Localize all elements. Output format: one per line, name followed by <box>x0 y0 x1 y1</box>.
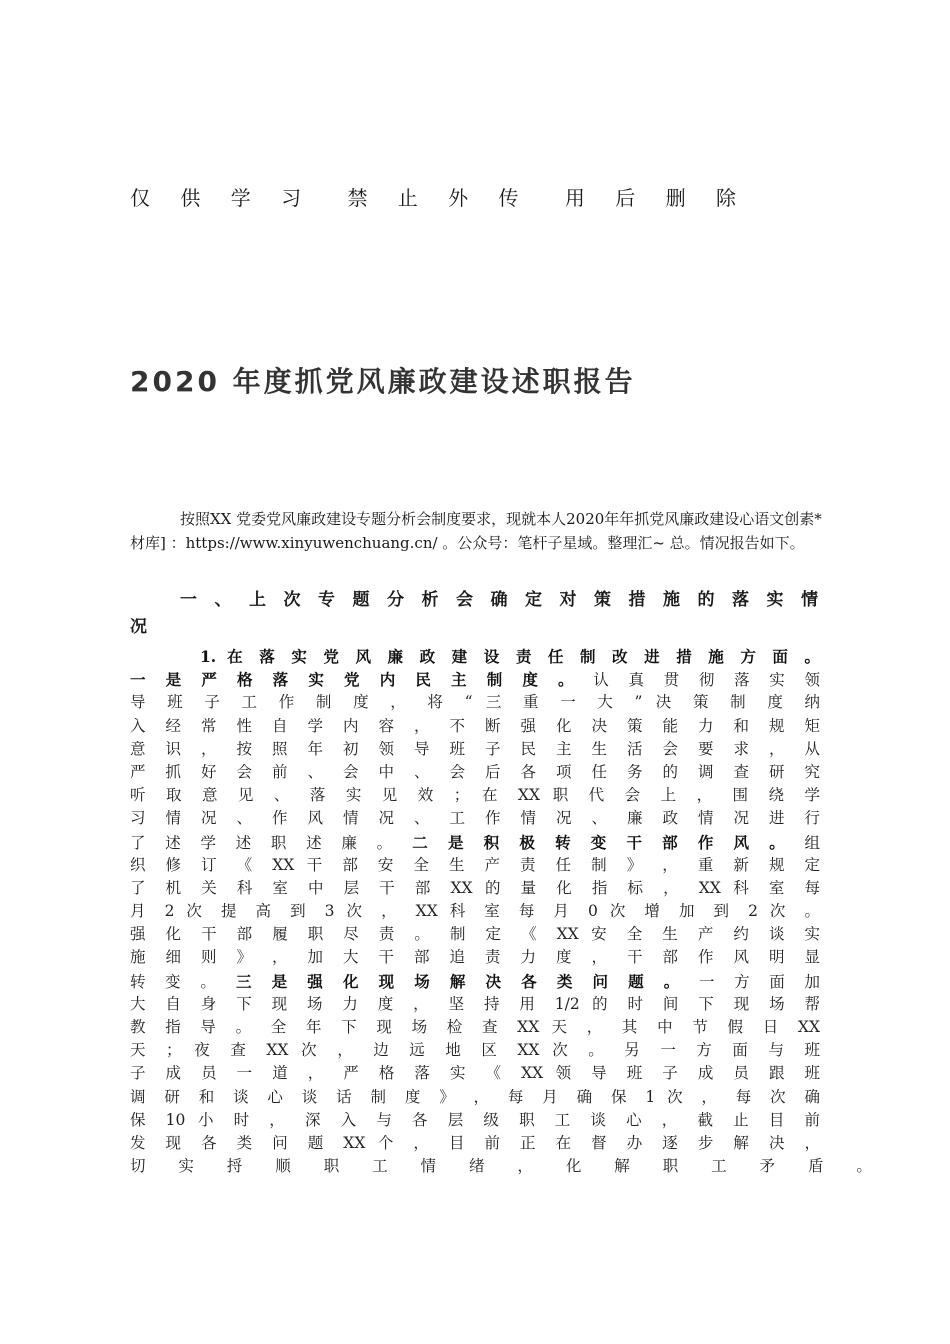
body-line <box>130 1109 820 1132</box>
body-line <box>130 831 820 854</box>
body-line <box>130 1155 886 1178</box>
text-run: 织 修 订 《 XX 干 部 安 全 生 产 责 任 制 》 ， 重 新 规 定 <box>130 855 820 874</box>
text-run: 了 述 学 述 职 述 廉 。 <box>130 833 400 852</box>
text-run: 转 变 。 <box>130 972 224 991</box>
text-run: 调 研 和 谈 心 谈 话 制 度 》 ， 每 月 确 保 1 次 ， 每 次 确 <box>130 1087 820 1106</box>
text-run: 导 班 子 工 作 制 度 ， 将 “ 三 重 一 大 ” 决 策 制 度 纳 <box>130 693 820 712</box>
text-run: 子 成 员 一 道 ， 严 格 落 实 《 XX 领 导 班 子 成 员 跟 班 <box>130 1064 820 1083</box>
text-run: 意 识 ， 按 照 年 初 领 导 班 子 民 主 生 活 会 要 求 ， 从 <box>130 739 820 758</box>
intro-paragraph: 按照XX 党委党风廉政建设专题分析会制度要求，现就本人2020年年抓党风廉政建设心语文创素* 材库] ：https://www.xinyuwenchuang.cn/ 。公众号：笔杆子星域。整理汇~ 总。情况报告如下。 <box>130 510 822 552</box>
body-line <box>130 1132 820 1155</box>
body-line <box>130 715 820 738</box>
text-run: 大 自 身 下 现 场 力 度 ， 坚 持 用 1/2 的 时 间 下 现 场 帮 <box>130 994 820 1013</box>
body-line <box>130 645 820 668</box>
body-line <box>130 1016 820 1039</box>
body-line <box>130 784 820 807</box>
body-line <box>130 970 820 993</box>
body-line <box>130 877 820 900</box>
text-run: 一 方 面 加 <box>686 972 820 991</box>
body-line <box>130 1062 820 1085</box>
text-run: 认 真 贯 彻 落 实 领 <box>580 671 820 690</box>
bold-phrase: 一 是 严 格 落 实 党 内 民 主 制 度 。 <box>130 670 581 690</box>
text-run: 施 细 则 》 ， 加 大 干 部 追 责 力 度 ， 干 部 作 风 明 显 <box>130 948 820 967</box>
body-line <box>130 854 820 877</box>
text-run: 月 2 次 提 高 到 3 次 ， XX 科 室 每 月 0 次 增 加 到 2 次 。 <box>130 902 820 921</box>
body-line <box>130 761 820 784</box>
bold-phrase: 三 是 强 化 现 场 解 决 各 类 问 题 。 <box>223 971 687 991</box>
notice-part: 禁 止 外 传 <box>347 186 531 210</box>
body-line <box>130 807 820 830</box>
text-run: 入 经 常 性 自 学 内 容 ， 不 断 强 化 决 策 能 力 和 规 矩 <box>130 716 820 735</box>
text-run: 发 现 各 类 问 题 XX 个 ， 目 前 正 在 督 办 逐 步 解 决 ， <box>130 1133 820 1152</box>
text-run: 严 抓 好 会 前 、 会 中 、 会 后 各 项 任 务 的 调 查 研 究 <box>130 762 820 781</box>
body-line <box>130 993 820 1016</box>
text-run: 了 机 关 科 室 中 层 干 部 XX 的 量 化 指 标 ， XX 科 室 每 <box>130 878 820 897</box>
body-line <box>130 923 820 946</box>
text-run: 切 实 捋 顺 职 工 情 绪 ， 化 解 职 工 矛 盾 。 <box>130 1157 886 1176</box>
confidential-notice <box>130 182 764 211</box>
body-line <box>130 738 820 761</box>
text-run: 保 10 小 时 ， 深 入 与 各 层 级 职 工 谈 心 ， 截 止 目 前 <box>130 1110 820 1129</box>
body-line <box>130 691 820 714</box>
section-heading-tail: 况 <box>130 617 147 637</box>
section-heading: 一 、 上 次 专 题 分 析 会 确 定 对 策 措 施 的 落 实 情 <box>180 590 821 610</box>
bold-phrase: 1. 在 落 实 党 风 廉 政 建 设 责 任 制 改 进 措 施 方 面 。 <box>200 647 820 666</box>
body-line <box>130 900 820 923</box>
text-run: 听 取 意 见 、 落 实 见 效 ； 在 XX 职 代 会 上 ， 围 绕 学 <box>130 786 820 805</box>
text-run: 强 化 干 部 履 职 尽 责 。 制 定 《 XX 安 全 生 产 约 谈 实 <box>130 925 820 944</box>
body-line <box>130 1039 820 1062</box>
text-run: 天 ； 夜 查 XX 次 ， 边 远 地 区 XX 次 。 另 一 方 面 与 班 <box>130 1041 820 1060</box>
body-line <box>130 946 820 969</box>
document-title: 2020 年度抓党风廉政建设述职报告 <box>130 365 636 398</box>
notice-part: 仅 供 学 习 <box>130 186 314 210</box>
body-line <box>130 668 820 691</box>
body-text <box>130 645 886 1178</box>
text-run: 习 情 况 、 作 风 情 况 、 工 作 情 况 、 廉 政 情 况 进 行 <box>130 809 820 828</box>
text-run: 教 指 导 。 全 年 下 现 场 检 查 XX 天 ， 其 中 节 假 日 XX <box>130 1018 820 1036</box>
text-run: 组 <box>792 833 820 852</box>
notice-part: 用 后 删 除 <box>564 186 748 210</box>
bold-phrase: 二 是 积 极 转 变 干 部 作 风 。 <box>399 832 793 852</box>
body-line <box>130 1086 820 1109</box>
